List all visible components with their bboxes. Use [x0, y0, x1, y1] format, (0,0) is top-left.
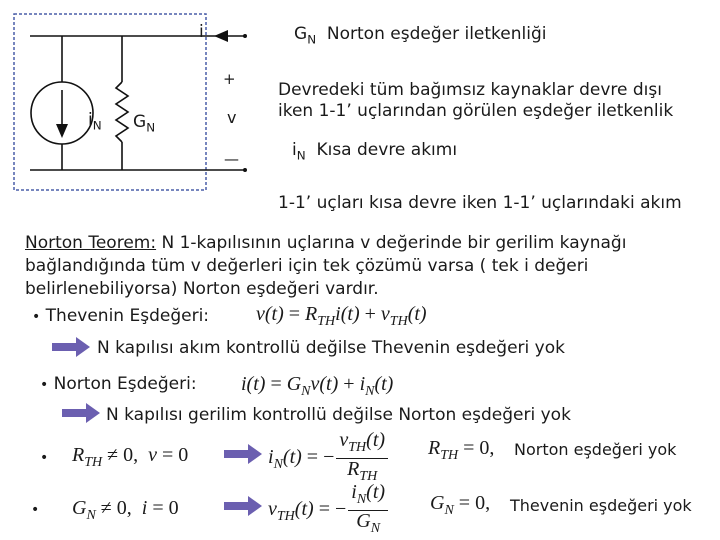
- norton-equation: $i(t) = G_Nv(t) + i_N(t)$: [241, 373, 394, 399]
- terminal-current-arrow: [214, 30, 228, 42]
- norton-label: • Norton Eşdeğeri:: [40, 374, 197, 394]
- GN-label: $G_N$: [133, 112, 156, 135]
- voltage-label: v: [227, 108, 237, 127]
- case2-result: Thevenin eşdeğeri yok: [510, 496, 692, 515]
- minus-sign: —: [224, 150, 239, 168]
- case2-bullet: •: [31, 502, 40, 518]
- thevenin-condition: N kapılısı akım kontrollü değilse Thevenin eşdeğeri yok: [97, 338, 565, 358]
- case1-condition: $R_{TH} \ne 0$, v = 0: [72, 444, 189, 470]
- arrow-icon: [224, 443, 264, 465]
- case1-zero: $R_{TH} = 0$,: [428, 437, 495, 463]
- case2-formula: $v_{TH}(t)$ = − $\frac{i_N(t)}{G_N}$: [268, 482, 390, 539]
- case2-zero: $G_N = 0$,: [430, 492, 491, 518]
- plus-sign: +: [223, 70, 236, 88]
- GN-description-line2: iken 1-1’ uçlarından görülen eşdeğer iletkenlik: [278, 101, 674, 121]
- case1-bullet: •: [40, 450, 49, 466]
- conductance-GN: [116, 82, 128, 142]
- arrow-icon: [62, 402, 102, 424]
- theorem-line1: Norton Teorem: N 1-kapılısının uçlarına v değerinde bir gerilim kaynağı: [25, 233, 627, 253]
- iN-description: 1-1’ uçları kısa devre iken 1-1’ uçlarındaki akım: [278, 193, 682, 213]
- iN-label: $i_N$: [88, 110, 102, 133]
- case1-result: Norton eşdeğeri yok: [514, 440, 677, 459]
- norton-circuit: [0, 0, 270, 200]
- thevenin-label: • Thevenin Eşdeğeri:: [32, 306, 210, 326]
- iN-definition: $i_N$ Kısa devre akımı: [292, 140, 458, 163]
- terminal-current-label: i: [199, 22, 204, 42]
- norton-condition: N kapılısı gerilim kontrollü değilse Norton eşdeğeri yok: [106, 405, 571, 425]
- GN-description-line1: Devredeki tüm bağımsız kaynaklar devre dışı: [278, 80, 662, 100]
- theorem-title: Norton Teorem:: [25, 233, 157, 253]
- arrow-icon: [52, 336, 92, 358]
- arrow-icon: [224, 495, 264, 517]
- case1-formula: $i_N(t)$ = − $\frac{v_{TH}(t)}{R_{TH}}$: [268, 430, 390, 487]
- case2-condition: $G_N \ne 0$, i = 0: [72, 497, 179, 523]
- thevenin-equation: $v(t) = R_{TH}i(t) + v_{TH}(t)$: [256, 303, 427, 329]
- one-port-frame: [14, 14, 206, 190]
- theorem-line2: bağlandığında tüm v değerleri için tek çözümü varsa ( tek i değeri: [25, 256, 589, 276]
- GN-definition: $G_N$ Norton eşdeğer iletkenliği: [294, 24, 547, 47]
- theorem-line3: belirlenebiliyorsa) Norton eşdeğeri vardır.: [25, 279, 379, 299]
